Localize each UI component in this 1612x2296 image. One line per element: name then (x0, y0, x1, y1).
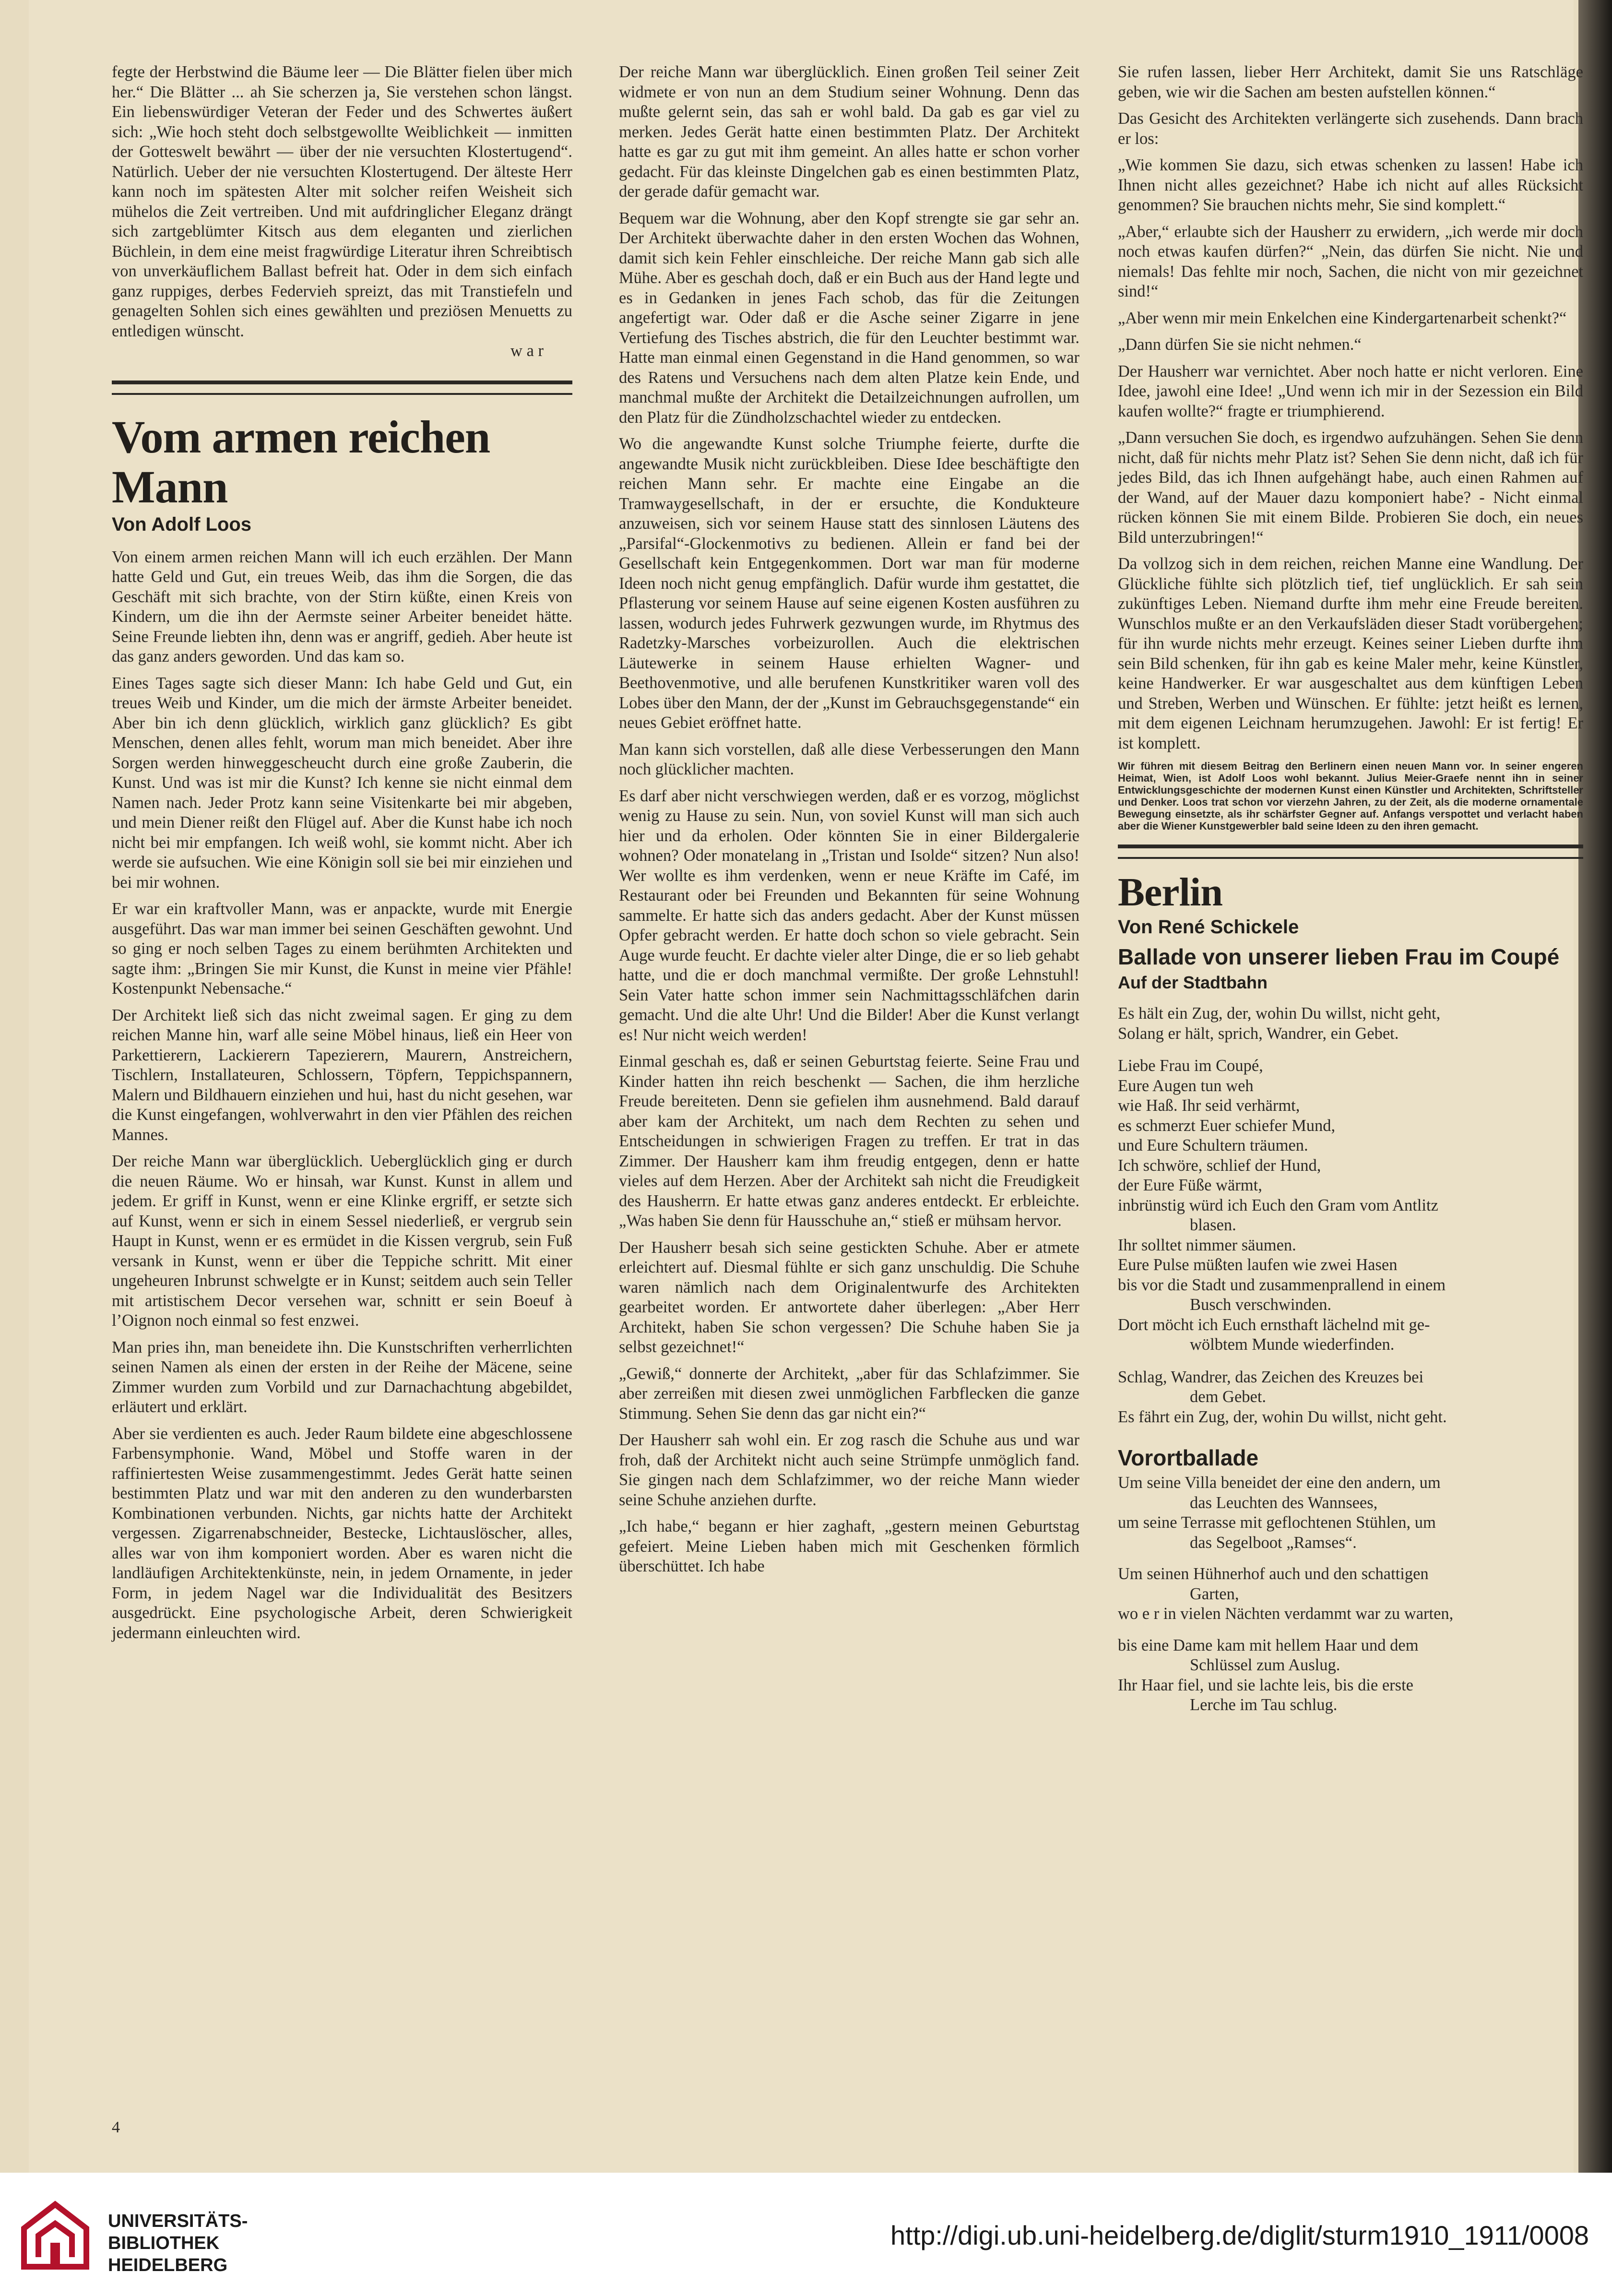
poem-line: und Eure Schultern träumen. (1118, 1136, 1308, 1154)
intro-paragraph: fegte der Herbstwind die Bäume leer — Die Blätter fielen über mich her.“ Die Blätter ... ah Sie scherzen ja, Sie verstehen schon längst. Ein liebenswürdiger Veteran der Feder und des Schwertes äußert sich: „Wie hoch steht doch selbstgewollte Weiblichkeit — inmitten der Gotteswelt bewährt — über der nie versuchten Klostertugend“. Natürlich. Ueber der nie versuchten Klostertugend. Der älteste Herr kann noch im spätesten Alter mit solcher reifen Weisheit sich mühelos die Zeit vertreiben. Und mit aufdringlicher Eleganz drängt sich zartgeblümter Kitsch aus dem eleganten und zierlichen Büchlein, in dem eine meist fragwürdige Literatur ihren Schreibtisch von unverkäuflichem Ballast befreit hat. Oder in dem sich einfach ganz ruppiges, derbes Federvieh spreizt, das mit Transtiefeln und genagelten Sohlen sich eines gewählten und preziösen Menuetts zu entledigen wünscht. (112, 63, 572, 340)
poem-line: dem Gebet. (1190, 1388, 1267, 1406)
article-paragraph: Der Architekt ließ sich das nicht zweimal sagen. Er ging zu dem reichen Manne hin, warf alle seine Möbel hinaus, ließ ein Heer von Parkettierern, Lackierern Tapezierern, Maurern, Anstreichern, Tischlern, Installateuren, Schlossern, Töpfern, Teppichspannern, Malern und Bildhauern einziehen und hui, hast du nicht gesehen, war die Kunst eingefangen, wohlverwahrt in den vier Pfählen des reichen Mannes. (112, 1006, 572, 1144)
binding-shadow (1578, 0, 1612, 2173)
section-divider (1118, 845, 1583, 859)
poem-line: das Segelboot „Ramses“. (1190, 1533, 1357, 1552)
poem-line: Schlag, Wandrer, das Zeichen des Kreuzes bei (1118, 1368, 1424, 1386)
poem-line: inbrünstig würd ich Euch den Gram vom Antlitz (1118, 1196, 1438, 1214)
article-paragraph: Der reiche Mann war überglücklich. Ueberglücklich ging er durch die neuen Räume. Wo er hinsah, war Kunst. Kunst in allem und jedem. Er griff in Kunst, wenn er eine Klinke ergriff, er setzte sich auf Kunst, wenn er sich in einem Sessel niederließ, er vergrub sein Haupt in Kunst, wenn er es ermüdet in die Kissen vergrub, sein Fuß versank in Kunst, wenn er über die Teppiche schritt. Mit einer ungeheuren Inbrunst schwelgte er in Kunst; seitdem auch sein Teller mit artistischem Decor versehen war, schnitt er sein Boeuf à l’Oignon noch einmal so fest enzwei. (112, 1152, 572, 1330)
ballad-title: Vorortballade (1118, 1445, 1259, 1470)
poem-vorortballade (1118, 1473, 1583, 1715)
article-paragraph: Der Hausherr sah wohl ein. Er zog rasch die Schuhe aus und war froh, daß der Architekt nicht auch seine Strümpfe unmöglich fand. Sie gingen nach dem Schlafzimmer, wo der reiche Mann wieder seine Schuhe anziehen durfte. (619, 1431, 1079, 1509)
article-paragraph: Da vollzog sich in dem reichen, reichen Manne eine Wandlung. Der Glückliche fühlte sich plötzlich tief, tief unglücklich. Er sah sein zukünftiges Leben. Niemand durfte ihm mehr eine Freude bereiten. Wunschlos mußte er an den Verkaufsläden dieser Stadt vorübergehen; für ihn wurde nichts mehr erzeugt. Keines seiner Lieben durfte ihm sein Bild schenken, für ihn gab es keine Maler mehr, keine Künstler, keine Handwerker. Er war ausgeschaltet aus dem künftigen Leben und Streben, Werben und Wünschen. Er fühlte: jetzt heißt es lernen, mit dem eigenen Leichnam herumzugehen. Jawohl: Er ist fertig! Er ist komplett. (1118, 555, 1583, 752)
poem-line: Dort möcht ich Euch ernsthaft lächelnd mit ge- (1118, 1315, 1430, 1334)
poem-line: Es fährt ein Zug, der, wohin Du willst, nicht geht. (1118, 1407, 1447, 1426)
article-paragraph: Es darf aber nicht verschwiegen werden, daß er es vorzog, möglichst wenig zu Hause zu sein. Nun, von soviel Kunst will man sich auch hier und da erholen. Oder könnten Sie in einer Bildergalerie wohnen? Oder monatelang in „Tristan und Isolde“ sitzen? Nun also! Wer wollte es ihm verdenken, wenn er neue Kräfte im Café, im Restaurant oder bei Freunden und Bekannten für seine Wohnung sammelte. Er hatte sich das anders gedacht. Aber der Kunst müssen Opfer gebracht werden. Er hatte doch schon so viele gebracht. Sein Auge wurde feucht. Er dachte vieler alter Dinge, die er so lieb gehabt hatte, und die er doch manchmal vermißte. Der große Lehnstuhl! Sein Vater hatte schon immer sein Nachmittagsschläfchen darin gemacht. Und die alte Uhr! Und die Bilder! Aber die Kunst verlangt es! Nur nicht weich werden! (619, 786, 1079, 1044)
article-paragraph: Aber sie verdienten es auch. Jeder Raum bildete eine abgeschlossene Farbensymphonie. Wand, Möbel und Stoffe waren in der raffiniertesten Weise zusammengestimmt. Jedes Gerät hatte seinen bestimmten Platz und war mit den anderen zu den wunderbarsten Kombinationen verbunden. Nichts, gar nichts hatte der Architekt vergessen. Zigarrenabschneider, Bestecke, Lichtauslöscher, alles, alles war von ihm komponiert worden. Aber es waren nicht die landläufigen Architektenkünste, nein, in jedem Ornamente, in jeder Form, in jedem Nagel war die Individualität des Besitzers ausgedrückt. Eine psychologische Arbeit, deren Schwierigkeit jedermann einleuchten wird. (112, 1424, 572, 1642)
section-divider (112, 381, 572, 395)
poem-line: das Leuchten des Wannsees, (1190, 1493, 1378, 1512)
poem-line: Es hält ein Zug, der, wohin Du willst, nicht geht, (1118, 1004, 1441, 1023)
article-paragraph: „Wie kommen Sie dazu, sich etwas schenken zu lassen! Habe ich Ihnen nicht alles gezeichnet? Habe ich nicht auf alles Rücksicht genommen? Sie brauchen nichts mehr, Sie sind komplett.“ (1118, 156, 1583, 214)
poem-line: wie Haß. Ihr seid verhärmt, (1118, 1096, 1300, 1115)
article-paragraph: Der reiche Mann war überglücklich. Einen großen Teil seiner Zeit widmete er von nun an dem Studium seiner Wohnung. Denn das mußte gelernt sein, das sah er wohl bald. Da gab es gar viel zu merken. Jedes Gerät hatte einen bestimmten Platz. Der Architekt hatte es gar zu gut mit ihm gemeint. An alles hatte er schon vorher gedacht. Für das kleinste Dingelchen gab es einen bestimmten Platz, der gerade dafür gemacht war. (619, 63, 1079, 201)
column-2 (619, 62, 1079, 1583)
article-paragraph: Eines Tages sagte sich dieser Mann: Ich habe Geld und Gut, ein treues Weib und Kinder, um die mich der ärmste Arbeiter beneidet. Aber bin ich denn glücklich, wirklich ganz glücklich? Es gibt Menschen, denen alles fehlt, worum man mich beneidet. Aber ihre Sorgen werden hinweggescheucht durch eine große Zauberin, die Kunst. Und was ist mir die Kunst? Ich kenne sie nicht einmal dem Namen nach. Jeder Protz kann seine Visitenkarte bei mir abgeben, und mein Diener reißt den Flügel auf. Aber die Kunst habe ich noch nicht bei mir empfangen. Ich weiß wohl, sie kommt nicht. Aber ich werde sie aufsuchen. Wie eine Königin soll sie bei mir einziehen und bei mir wohnen. (112, 674, 572, 892)
library-name (108, 2210, 248, 2276)
article-paragraph: Bequem war die Wohnung, aber den Kopf strengte sie gar sehr an. Der Architekt überwachte daher in den ersten Wochen das Wohnen, damit sich kein Fehler einschleiche. Der reiche Mann gab sich alle Mühe. Aber es geschah doch, daß er ein Buch aus der Hand legte und es in Gedanken in jenes Fach schob, das für die Zeitungen angefertigt war. Oder daß er die Asche seiner Zigarre in jene Vertiefung des Tisches abstrich, die für den Leuchter bestimmt war. Hatte man einmal einen Gegenstand in die Hand genommen, so war des Ratens und Versuchens nach dem alten Platze kein Ende, und manchmal mußte der Architekt die Detailzeichnungen aufrollen, um den Platz für die Zündholzschachtel wieder zu entdecken. (619, 209, 1079, 427)
article-paragraph: Man pries ihn, man beneidete ihn. Die Kunstschriften verherrlichten seinen Namen als einen der ersten in der Reihe der Mäcene, seine Zimmer wurden zum Vorbild und zur Darnachachtung abgebildet, erläutert und erklärt. (112, 1338, 572, 1416)
article-paragraph: „Aber,“ erlaubte sich der Hausherr zu erwidern, „ich werde mir doch noch etwas kaufen dürfen?“ „Nein, das dürfen Sie nicht. Nie und niemals! Das fehlte mir noch, Sachen, die nicht von mir gezeichnet sind!“ (1118, 222, 1583, 300)
editorial-note: Wir führen mit diesem Beitrag den Berlinern einen neuen Mann vor. In seiner engeren Heimat, Wien, ist Adolf Loos wohl bekannt. Julius Meier-Graefe nennt ihn in seiner Entwicklungsgeschichte der modernen Kunst einen Künstler und Architekten, Schriftsteller und Denker. Loos trat schon vor vierzehn Jahren, zu der Zeit, als die moderne ornamentale Bewegung einsetzte, als ihr schärfster Gegner auf. Anfangs verspottet und verlacht haben aber die Wiener Kunstgewerbler bald seine Ideen zu den ihren gemacht. (1118, 760, 1583, 832)
poem-line: Ihr Haar fiel, und sie lachte leis, bis die erste (1118, 1676, 1413, 1694)
page-number: 4 (112, 2118, 120, 2136)
intro-signature: w a r (510, 342, 544, 360)
source-url-link[interactable]: http://digi.ub.uni-heidelberg.de/diglit/sturm1910_1911/0008 (890, 2220, 1589, 2250)
poem-line: Liebe Frau im Coupé, (1118, 1057, 1263, 1075)
article-paragraph: „Dann dürfen Sie sie nicht nehmen.“ (1118, 335, 1362, 354)
article-paragraph: Er war ein kraftvoller Mann, was er anpackte, wurde mit Energie ausgeführt. Das war man immer bei seinen Geschäften gewohnt. Und so ging er noch selben Tages zu einem berühmten Architekten und sagte ihm: „Bringen Sie mir Kunst, die Kunst in meine vier Pfähle! Kostenpunkt Nebensache.“ (112, 900, 572, 998)
poem-line: Eure Pulse müßten laufen wie zwei Hasen (1118, 1256, 1398, 1274)
poem-line: Garten, (1190, 1584, 1239, 1603)
article-title: Vom armen reichen Mann (112, 411, 490, 512)
article-paragraph: Sie rufen lassen, lieber Herr Architekt, damit Sie uns Ratschläge geben, wie wir die Sachen am besten aufstellen können.“ (1118, 63, 1583, 101)
poem-line: Ihr solltet nimmer säumen. (1118, 1236, 1296, 1254)
library-name-line: BIBLIOTHEK (108, 2233, 220, 2253)
poem-line: Um seine Villa beneidet der eine den andern, um (1118, 1474, 1441, 1492)
poem-line: um seine Terrasse mit geflochtenen Stühlen, um (1118, 1513, 1436, 1532)
article-paragraph: Einmal geschah es, daß er seinen Geburtstag feierte. Seine Frau und Kinder hatten ihn reich beschenkt — Sachen, die ihm herzliche Freude bereiteten. Denn sie gefielen ihm ausnehmend. Bald darauf aber kam der Architekt, um nach dem Rechten zu sehen und Entscheidungen in schwierigen Fragen zu treffen. Er trat in das Zimmer. Der Hausherr kam ihm freudig entgegen, denn er hatte vieles auf dem Herzen. Aber der Architekt sah nicht die Freudigkeit des Hausherrn. Er hatte etwas ganz anderes entdeckt. Er erbleichte. „Was haben Sie denn für Hausschuhe an,“ stieß er mühsam hervor. (619, 1052, 1079, 1230)
poem-line: bis eine Dame kam mit hellem Haar und dem (1118, 1636, 1419, 1654)
article-paragraph: „Gewiß,“ donnerte der Architekt, „aber für das Schlafzimmer. Sie aber zerreißen mit diesen zwei unmöglichen Farbflecken die ganze Stimmung. Sehen Sie denn das gar nicht ein?“ (619, 1364, 1079, 1423)
poem-line: blasen. (1190, 1216, 1236, 1234)
article-paragraph: „Dann versuchen Sie doch, es irgendwo aufzuhängen. Sehen Sie denn nicht, daß für nichts mehr Platz ist? Sehen Sie denn nicht, daß ich für jedes Bild, das ich Ihnen aufgehängt habe, auch einen Rahmen auf der Wand, auf der Mauer dazu komponiert habe? - Nicht einmal rücken können Sie mit einem Bilde. Probieren Sie doch, ein neues Bild unterzubringen!“ (1118, 428, 1583, 547)
ballad-subtitle: Auf der Stadtbahn (1118, 973, 1268, 992)
column-1 (112, 62, 572, 1650)
column-3 (1118, 62, 1583, 1715)
article-paragraph: Man kann sich vorstellen, daß alle diese Verbesserungen den Mann noch glücklicher machten. (619, 740, 1079, 778)
article-paragraph: Von einem armen reichen Mann will ich euch erzählen. Der Mann hatte Geld und Gut, ein treues Weib, das ihm die Sorgen, die das Geschäft mit sich brachte, von der Stirn küßte, einen Kreis von Kindern, um die ihn der Aermste seiner Arbeiter beneidet hätte. Seine Freunde liebten ihn, denn was er angriff, gedieh. Aber heute ist das ganz anders geworden. Und das kam so. (112, 547, 572, 666)
poem-line: wo e r in vielen Nächten verdammt war zu warten, (1118, 1605, 1454, 1623)
heidelberg-library-logo-icon (19, 2195, 91, 2276)
poem-line: Lerche im Tau schlug. (1190, 1696, 1338, 1714)
ballad-title: Ballade von unserer lieben Frau im Coupé (1118, 944, 1560, 969)
poem-ballad-coupe (1118, 1004, 1583, 1427)
poem-line: es schmerzt Euer schiefer Mund, (1118, 1116, 1336, 1135)
library-name-line: UNIVERSITÄTS- (108, 2211, 248, 2231)
article-paragraph: „Ich habe,“ begann er hier zaghaft, „gestern meinen Geburtstag gefeiert. Meine Lieben haben mich mit Geschenken förmlich überschüttet. Ich habe (619, 1517, 1079, 1575)
poem-line: Schlüssel zum Auslug. (1190, 1656, 1340, 1674)
poem-line: Solang er hält, sprich, Wandrer, ein Gebet. (1118, 1024, 1399, 1043)
section-author: Von René Schickele (1118, 916, 1299, 938)
article-paragraph: Das Gesicht des Architekten verlängerte sich zusehends. Dann brach er los: (1118, 109, 1583, 148)
poem-line: Um seinen Hühnerhof auch und den schattigen (1118, 1565, 1429, 1583)
poem-line: bis vor die Stadt und zusammenprallend in einem (1118, 1275, 1446, 1294)
article-paragraph: Wo die angewandte Kunst solche Triumphe feierte, durfte die angewandte Musik nicht zurückbleiben. Diese Idee beschäftigte den reichen Mann sehr. Er machte eine Eingabe an die Tramwaygesellschaft, in der er ersuchte, die Kondukteure anzuweisen, sich vor seinem Hause statt des sinnlosen Läutens des „Parsifal“-Glockenmotivs zu bedienen. Allein er fand bei der Gesellschaft kein Entgegenkommen. Dort war man für moderne Ideen noch nicht genug empfänglich. Dafür wurde ihm gestattet, die Pflasterung vor seinem Hause auf seine eigenen Kosten ausführen zu lassen, wodurch jedes Fuhrwerk gezwungen wurde, im Rhytmus des Radetzky-Marsches vorbeizurollen. Auch die elektrischen Läutewerke in seinem Hause erhielten Wagner- und Beethovenmotive, und alle berufenen Kunstkritiker waren voll des Lobes über den Mann, der der „Kunst im Gebrauchsgegenstande“ ein neues Gebiet eröffnet hatte. (619, 435, 1079, 732)
section-title-berlin: Berlin (1118, 870, 1222, 915)
article-paragraph: Der Hausherr war vernichtet. Aber noch hatte er nicht verloren. Eine Idee, jawohl eine Idee! „Und wenn ich mir in der Sezession ein Bild kaufen wollte?“ fragte er triumphierend. (1118, 362, 1583, 420)
poem-line: wölbtem Munde wiederfinden. (1190, 1335, 1395, 1354)
poem-line: Ich schwöre, schlief der Hund, (1118, 1156, 1321, 1175)
poem-line: Eure Augen tun weh (1118, 1076, 1254, 1095)
article-paragraph: „Aber wenn mir mein Enkelchen eine Kindergartenarbeit schenkt?“ (1118, 309, 1567, 327)
article-author: Von Adolf Loos (112, 513, 252, 535)
library-footer (0, 2173, 1612, 2296)
library-name-line: HEIDELBERG (108, 2255, 228, 2275)
article-paragraph: Der Hausherr besah sich seine gestickten Schuhe. Aber er atmete erleichtert auf. Diesmal fühlte er sich ganz unschuldig. Die Schuhe waren nämlich nach dem Originalentwurfe des Architekten gearbeitet worden. Er antwortete daher überlegen: „Aber Herr Architekt, haben Sie schon vergessen? Die Schuhe haben Sie ja selbst gezeichnet!“ (619, 1238, 1079, 1356)
poem-line: Busch verschwinden. (1190, 1296, 1332, 1314)
poem-line: der Eure Füße wärmt, (1118, 1176, 1262, 1194)
